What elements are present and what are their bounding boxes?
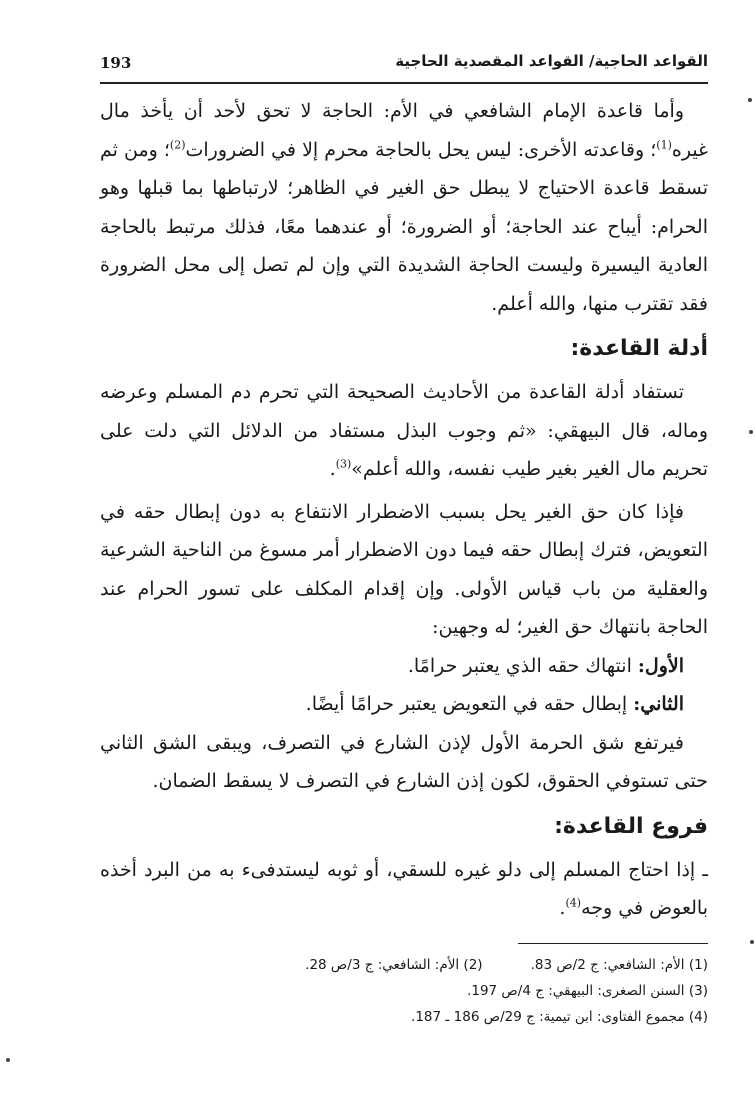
paragraph-text: ؛ ومن ثم تسقط قاعدة الاحتياج لا يبطل حق الغير في الظاهر؛ لارتباطها بما قبلها وهو الحرام: أيباح عند الحاجة؛ أو الضرورة؛ أو عندهما معًا، فذلك مرتبط بالحاجة العادية اليسيرة وليست الحاجة الشديدة التي وإن لم تصل إلى محل الضرورة فقد تقترب منها، والله أعلم. [100, 138, 708, 315]
paragraph-analogy: فإذا كان حق الغير يحل بسبب الاضطرار الانتفاع به دون إبطال حقه في التعويض، فترك إبطال حقه فيما دون الاضطرار أمر مسوغ من الناحية الشرعية والعقلية من باب قياس الأولى. وإن إقدام المكلف على تسور الحرام عند الحاجة بانتهاك حق الغير؛ له وجهين: [100, 500, 708, 638]
paragraph-text: تستفاد أدلة القاعدة من الأحاديث الصحيحة التي تحرم دم المسلم وعرضه وماله، قال البيهقي: «ثم وجوب البذل مستفاد من الدلائل التي دلت على تحريم مال الغير بغير طيب نفسه، والله أعلم» [100, 381, 708, 480]
page-number: 193 [100, 54, 132, 72]
footnote-row [100, 978, 708, 1004]
paragraph-text: ـ إذا احتاج المسلم إلى دلو غيره للسقي، أو ثوبه ليستدفىء به من البرد أخذه بالعوض في وجه [100, 858, 708, 919]
heading-branches: فروع القاعدة: [554, 813, 708, 839]
item-text-first: انتهاك حقه الذي يعتبر حرامًا. [407, 654, 638, 677]
list-item-second [100, 685, 708, 724]
list-item-first [100, 647, 708, 686]
paragraph-evidence [100, 373, 708, 489]
footnote-separator [518, 943, 708, 944]
running-header [100, 50, 708, 78]
footnote-row [100, 952, 708, 978]
paragraph-conclusion: فيرتفع شق الحرمة الأول لإذن الشارع في التصرف، ويبقى الشق الثاني حتى تستوفي الحقوق، لكون إذن الشارع في التصرف لا يسقط الضمان. [100, 731, 708, 792]
footnote-ref-2[interactable]: (2) [169, 138, 186, 152]
scan-speck [748, 98, 752, 102]
footnote-row [100, 1004, 708, 1030]
footnote-ref-4[interactable]: (4) [565, 896, 582, 910]
paragraph-text: . [329, 458, 336, 480]
running-title: القواعد الحاجية/ القواعد المقصدية الحاجية [395, 52, 708, 70]
item-label-first: الأول: [637, 654, 684, 677]
paragraph-branch-example [100, 851, 708, 928]
header-rule [100, 82, 708, 84]
paragraph-text: . [559, 897, 566, 919]
footnote-2: (2) الأم: الشافعي: ج 3/ص 28. [305, 957, 483, 973]
heading-evidence: أدلة القاعدة: [570, 336, 708, 361]
paragraph-text: وأما قاعدة الإمام الشافعي في الأم: الحاجة لا تحق لأحد أن يأخذ مال غيره [100, 100, 708, 161]
book-page [100, 40, 708, 1090]
footnote-3: (3) السنن الصغرى: البيهقي: ج 4/ص 197. [467, 983, 708, 999]
footnote-1: (1) الأم: الشافعي: ج 2/ص 83. [530, 957, 708, 973]
footnote-ref-1[interactable]: (1) [656, 138, 672, 152]
item-label-second: الثاني: [633, 693, 684, 715]
scan-speck [749, 430, 753, 434]
footnote-ref-3[interactable]: (3) [335, 457, 352, 471]
item-text-second: إبطال حقه في التعويض يعتبر حرامًا أيضًا. [305, 693, 634, 715]
paragraph-text: ؛ وقاعدته الأخرى: ليس يحل بالحاجة محرم إلا في الضرورات [185, 138, 657, 161]
body-text [100, 92, 708, 928]
paragraph-shafii-rule [100, 92, 708, 323]
footnote-4: (4) مجموع الفتاوى: ابن تيمية: ج 29/ص 186 ـ 187. [411, 1009, 708, 1025]
footnotes [100, 952, 708, 1030]
scan-speck [6, 1058, 10, 1062]
scan-speck [750, 940, 754, 944]
